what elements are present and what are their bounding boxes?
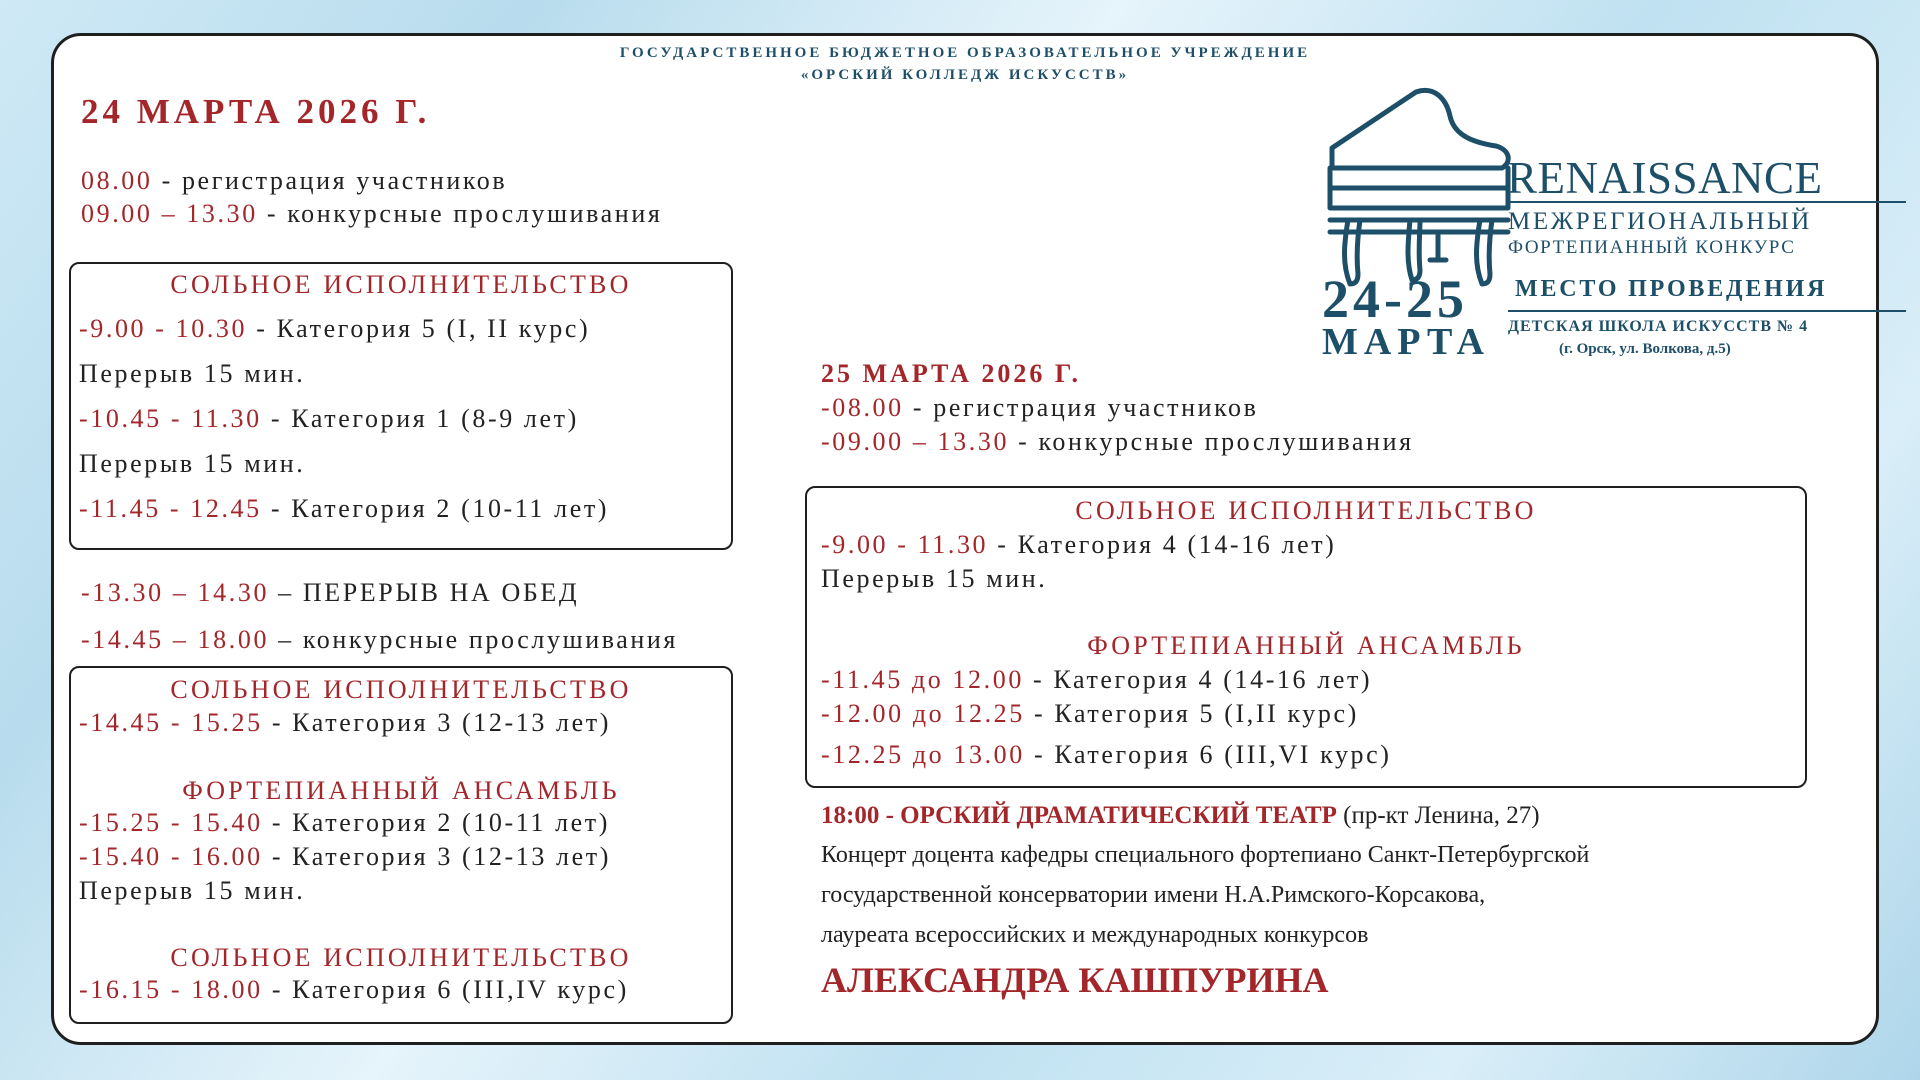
day1-registration <box>81 166 507 196</box>
break-row: Перерыв 15 мин. <box>821 564 1048 593</box>
day1-registration-text: - регистрация участников <box>152 166 508 195</box>
day1-title: 24 МАРТА 2026 Г. <box>81 92 431 131</box>
break-row: Перерыв 15 мин. <box>79 876 306 905</box>
logo-rule-2 <box>1508 310 1906 312</box>
day1-solo-title-3: СОЛЬНОЕ ИСПОЛНИТЕЛЬСТВО <box>170 943 632 972</box>
day2-solo-title: СОЛЬНОЕ ИСПОЛНИТЕЛЬСТВО <box>1075 496 1537 525</box>
schedule-card <box>51 33 1879 1045</box>
day1-solo-title-2: СОЛЬНОЕ ИСПОЛНИТЕЛЬСТВО <box>170 675 632 704</box>
logo-brand: RENAISSANCE <box>1507 153 1823 203</box>
day2-auditions: -09.00 – 13.30 - конкурсные прослушивания <box>821 427 1414 456</box>
logo-subtitle-2: ФОРТЕПИАННЫЙ КОНКУРС <box>1508 237 1796 258</box>
day2-registration: -08.00 - регистрация участников <box>821 393 1259 422</box>
schedule-row: -9.00 - 11.30 - Категория 4 (14-16 лет) <box>821 530 1337 559</box>
day2-title: 25 МАРТА 2026 Г. <box>821 359 1081 388</box>
schedule-row: -9.00 - 10.30 - Категория 5 (I, II курс) <box>79 314 591 343</box>
concert-line-2: государственной консерватории имени Н.А.Римского-Корсакова, <box>821 882 1486 908</box>
day1-afternoon-box <box>69 666 733 1024</box>
day1-auditions-afternoon: -14.45 – 18.00 – конкурсные прослушивания <box>81 625 678 654</box>
break-row: Перерыв 15 мин. <box>79 359 306 388</box>
logo-subtitle-1: МЕЖРЕГИОНАЛЬНЫЙ <box>1508 208 1812 235</box>
schedule-row: -14.45 - 15.25 - Категория 3 (12-13 лет) <box>79 708 611 737</box>
schedule-row: -15.40 - 16.00 - Категория 3 (12-13 лет) <box>79 842 611 871</box>
day2-box <box>805 486 1807 788</box>
logo-rule-1 <box>1508 201 1906 203</box>
logo-dates: 24-25 <box>1322 269 1468 329</box>
header-line-1: ГОСУДАРСТВЕННОЕ БЮДЖЕТНОЕ ОБРАЗОВАТЕЛЬНОЕ УЧРЕЖДЕНИЕ <box>619 45 1311 61</box>
day1-solo-box <box>69 262 733 550</box>
concert-heading <box>821 802 1540 830</box>
concert-line-3: лауреата всероссийских и международных конкурсов <box>821 922 1369 948</box>
concert-address: (пр-кт Ленина, 27) <box>1336 802 1540 829</box>
break-row: Перерыв 15 мин. <box>79 449 306 478</box>
day1-ensemble-title: ФОРТЕПИАННЫЙ АНСАМБЛЬ <box>182 776 620 805</box>
schedule-row: -15.25 - 15.40 - Категория 2 (10-11 лет) <box>79 808 611 837</box>
day1-auditions <box>81 199 662 229</box>
piano-icon <box>1322 84 1518 294</box>
day1-registration-time: 08.00 <box>81 166 153 195</box>
concert-time-place: 18:00 - ОРСКИЙ ДРАМАТИЧЕСКИЙ ТЕАТР <box>821 802 1337 829</box>
logo-month: МАРТА <box>1322 321 1490 363</box>
logo-venue-address: (г. Орск, ул. Волкова, д.5) <box>1559 341 1731 357</box>
concert-line-1: Концерт доцента кафедры специального фортепиано Санкт-Петербургской <box>821 842 1590 868</box>
day1-auditions-text: - конкурсные прослушивания <box>257 199 663 228</box>
schedule-row: -11.45 до 12.00 - Категория 4 (14-16 лет) <box>821 665 1373 694</box>
logo-venue-title: МЕСТО ПРОВЕДЕНИЯ <box>1515 276 1828 302</box>
schedule-row: -16.15 - 18.00 - Категория 6 (III,IV курс) <box>79 975 629 1004</box>
schedule-row: -12.00 до 12.25 - Категория 5 (I,II курс) <box>821 699 1359 728</box>
header-line-2: «ОРСКИЙ КОЛЛЕДЖ ИСКУССТВ» <box>800 67 1130 83</box>
day1-lunch: -13.30 – 14.30 – ПЕРЕРЫВ НА ОБЕД <box>81 578 580 607</box>
schedule-row: -12.25 до 13.00 - Категория 6 (III,VI курс) <box>821 740 1392 769</box>
day1-solo-title: СОЛЬНОЕ ИСПОЛНИТЕЛЬСТВО <box>170 270 632 299</box>
logo-venue-name: ДЕТСКАЯ ШКОЛА ИСКУССТВ № 4 <box>1508 318 1809 335</box>
schedule-row: -10.45 - 11.30 - Категория 1 (8-9 лет) <box>79 404 579 433</box>
day1-auditions-time: 09.00 – 13.30 <box>81 199 258 228</box>
schedule-row: -11.45 - 12.45 - Категория 2 (10-11 лет) <box>79 494 610 523</box>
day2-ensemble-title: ФОРТЕПИАННЫЙ АНСАМБЛЬ <box>1087 631 1525 660</box>
concert-performer: АЛЕКСАНДРА КАШПУРИНА <box>821 960 1329 1000</box>
